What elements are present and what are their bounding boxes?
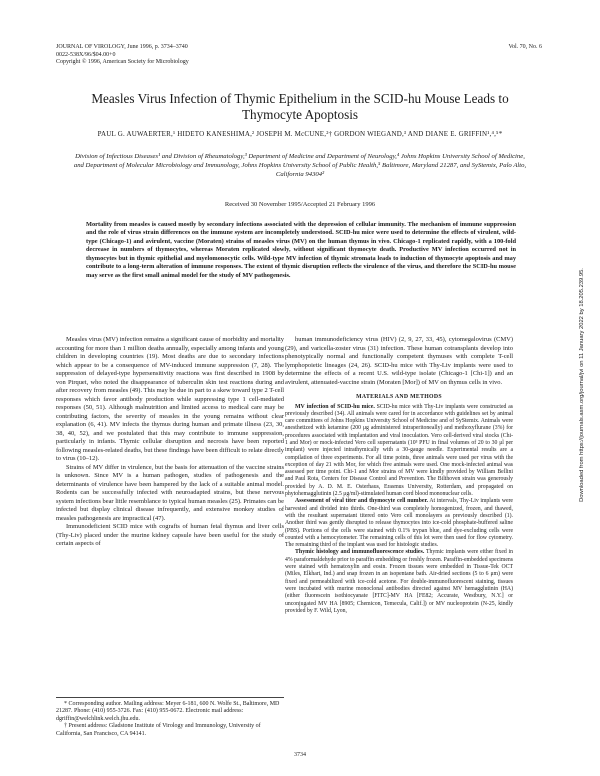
volume-info: Vol. 70, No. 6 — [508, 44, 542, 50]
journal-citation: JOURNAL OF VIROLOGY, June 1996, p. 3734–3740 — [56, 44, 188, 50]
subsection-heading: MV infection of SCID-hu mice. — [295, 403, 375, 410]
received-dates: Received 30 November 1995/Accepted 21 February 1996 — [224, 201, 376, 208]
abstract: Mortality from measles is caused mostly by secondary infections associated with the depression of cellular immunity. The mechanism of immune suppression and the role of virus strain differences on the immune system are incompletely understood. SCID-hu mice were used to determine the effects of virulent, wild-type (Chicago-1) and avirulent, vaccine (Moraten) strains of measles virus (MV) on the human thymus in vivo. Chicago-1 replicated rapidly, with a 100-fold decrease in numbers of thymocytes, whereas Moraten replicated slowly, without significant thymocyte death. Productive MV infection occurred not in thymocytes but in thymic epithelial and myelomonocytic cells. Wild-type MV infection of thymic stromata leads to induction of thymocyte apoptosis and may contribute to a long-term alteration of immune responses. The extent of thymic disruption reflects the virulence of the virus, and therefore the SCID-hu mouse may serve as the first small animal model for the study of MV pathogenesis. — [86, 221, 516, 279]
footnotes — [56, 697, 284, 738]
methods-paragraph — [285, 498, 513, 549]
section-heading: MATERIALS AND METHODS — [356, 394, 442, 400]
methods-paragraph — [285, 404, 513, 499]
author-list: PAUL G. AUWAERTER,¹ HIDETO KANESHIMA,² JOSEPH M. McCUNE,²† GORDON WIEGAND,³ AND DIANE E. GRIFFIN¹,⁴,⁵* — [97, 130, 503, 138]
body-paragraph: Measles virus (MV) infection remains a significant cause of morbidity and mortality accounting for more than 1 million deaths annually, especially among infants and young children in developing countries (19). Most deaths are due to secondary infections which appear to be a consequence of MV-induced immune suppression (7, 28). The suppression of delayed-type hypersensitivity reactions was first described in 1908 by von Pirquet, who noted the disappearance of tuberculin skin test reactions during and after recovery from measles (49). This may be due in part to a skew toward type 2 T-cell responses which favor antibody production while suppressing type 1 cell-mediated responses (50, 51). Although malnutrition and limited access to medical care may be contributing factors, the severity of measles in the young remains without clear explanation (6, 41). MV infects the thymus during human and primate illness (23, 30, 38, 40, 52), and we postulated that this may contribute to immune suppression, particularly in infants. Thymic cellular disruption and necrosis have been reported following measles-related deaths, but these findings have been difficult to relate directly to virus (10–12). — [56, 336, 284, 462]
methods-section — [285, 404, 513, 616]
subsection-heading: Thymic histology and immunofluorescence studies. — [295, 549, 425, 556]
left-column — [56, 336, 284, 549]
right-column — [285, 336, 513, 615]
copyright-line: Copyright © 1996, American Society for Microbiology — [56, 59, 189, 66]
journal-header — [56, 44, 189, 67]
affiliations: Division of Infectious Diseases¹ and Division of Rheumatology,³ Department of Medicine and Department of Neurology,⁴ Johns Hopkins University School of Medicine, and Department of Molecular Microbiology and Immunology, Johns Hopkins University School of Public Health,⁵ Baltimore, Maryland 21287, and SyStemix, Palo Alto, California 94304² — [73, 153, 527, 178]
methods-text: At intervals, Thy-Liv implants were harvested and divided into thirds. One-third was completely homogenized, frozen, and thawed, with the resultant supernatant titered onto Vero cell monolayers as previously described (1). Another third was gently disrupted to release thymocytes into ice-cold phosphate-buffered saline (PBS). Portions of the cells were stained with 0.1% trypan blue, and dye-excluding cells were counted with a hemocytometer. The remaining cells of this lot were then used for flow cytometry. The remaining third of the implant was used for histologic studies. — [285, 498, 513, 549]
page-number: 3734 — [294, 752, 306, 758]
body-paragraph: human immunodeficiency virus (HIV) (2, 9, 27, 33, 45), cytomegalovirus (CMV) (29), and varicella-zoster virus (31) infection. These human cotransplants develop into phenotypically normal and functionally competent thymuses with complete T-cell lymphopoietic lineages (24, 26). SCID-hu mice with Thy-Liv implants were used to determine the effects of a recent U.S. wild-type isolate (Chicago-1 [Chi-1]) and an avirulent, attenuated-vaccine strain (Moraten [Mor]) of MV on thymus cells in vivo. — [285, 336, 513, 386]
present-address-note: † Present address: Gladstone Institute of Virology and Immunology, University of California, San Francisco, CA 94141. — [56, 723, 261, 737]
download-watermark: Downloaded from https://journals.asm.org/journal/jvi on 11 January 2022 by 18.205.239.95. — [579, 268, 585, 502]
subsection-heading: Assessment of viral titer and thymocyte cell number. — [295, 498, 429, 505]
methods-text: SCID-hu mice with Thy-Liv implants were constructed as previously described (34). All animals were cared for in accordance with guidelines set by animal care committees of Johns Hopkins University School of Medicine and of SyStemix. Animals were anesthetized with ketamine (200 μg administered intraperitoneally) and methoxyflurane (3%) for procedures associated with implantation and viral inoculation. Vero cell-derived viral stocks (Chi-1 and Mor) or mock-infected Vero cell supernatants (10³ PFU in final volumes of 20 to 30 μl per implant) were injected intrathymically with a 30-gauge needle. Experimental results are a compilation of three experiments. For all time points, three animals were used per virus with the exception of day 21 with Mor, for which five animals were used. One mock-infected animal was assessed per time point. Chi-1 and Mor strains of MV were kindly provided by William Bellini and Paul Rota, Centers for Disease Control and Prevention. The Bilthoven strain was generously provided by A. D. M. E. Osterhaus, Erasmus University, Rotterdam, and propagated on phytohemagglutinin (2.5 μg/ml)-stimulated human cord blood mononuclear cells. — [285, 403, 513, 498]
body-paragraph: Immunodeficient SCID mice with cografts of human fetal thymus and liver cells (Thy-Liv) placed under the murine kidney capsule have been useful for the study of certain aspects of — [56, 523, 284, 547]
paper-title: Measles Virus Infection of Thymic Epithelium in the SCID-hu Mouse Leads to Thymocyte Apoptosis — [91, 91, 509, 122]
body-paragraph: Strains of MV differ in virulence, but the basis for attenuation of the vaccine strains is unknown. Since MV is a human pathogen, studies of pathogenesis and the determinants of virulence have been hampered by the lack of a suitable animal model. Rodents can be successfully infected with neuroadapted strains, but these nervous system infections bear little resemblance to typical human measles (25). Primates can be infected but display clinical disease infrequently, and extensive monkey studies of measles pathogenesis are impractical (47). — [56, 463, 284, 522]
issn-line: 0022-538X/96/$04.00+0 — [56, 51, 116, 58]
corresponding-author-note: * Corresponding author. Mailing address: Meyer 6-181, 600 N. Wolfe St., Baltimore, MD 21287. Phone: (410) 955-3726. Fax: (410) 955-0672. Electronic mail address: dgriffin@welchlink.welch.jhu.edu. — [56, 701, 280, 722]
methods-paragraph — [285, 549, 513, 615]
methods-text: Thymic implants were either fixed in 4% paraformaldehyde prior to paraffin embedding or freshly frozen. Paraffin-embedded specimens were stained with hematoxylin and eosin. Frozen tissues were embedded in Tissue-Tek OCT (Miles, Elkhart, Ind.) and snap frozen in an isopentane bath. Air-dried sections (5 to 6 μm) were fixed and permeabilized with ice-cold acetone. For double-immunofluorescent staining, tissues were incubated with murine monoclonal antibodies directed against MV hemagglutinin (HA) (either fluorescein isothiocyanate [FITC]-MV HA [FE82; Accurate, Westbury, N.Y.] or unconjugated MV HA [8905; Chemicon, Temecula, Calif.]) or MV nucleoprotein (N-25, kindly provided by F. Wild, Lyon, — [285, 549, 513, 614]
